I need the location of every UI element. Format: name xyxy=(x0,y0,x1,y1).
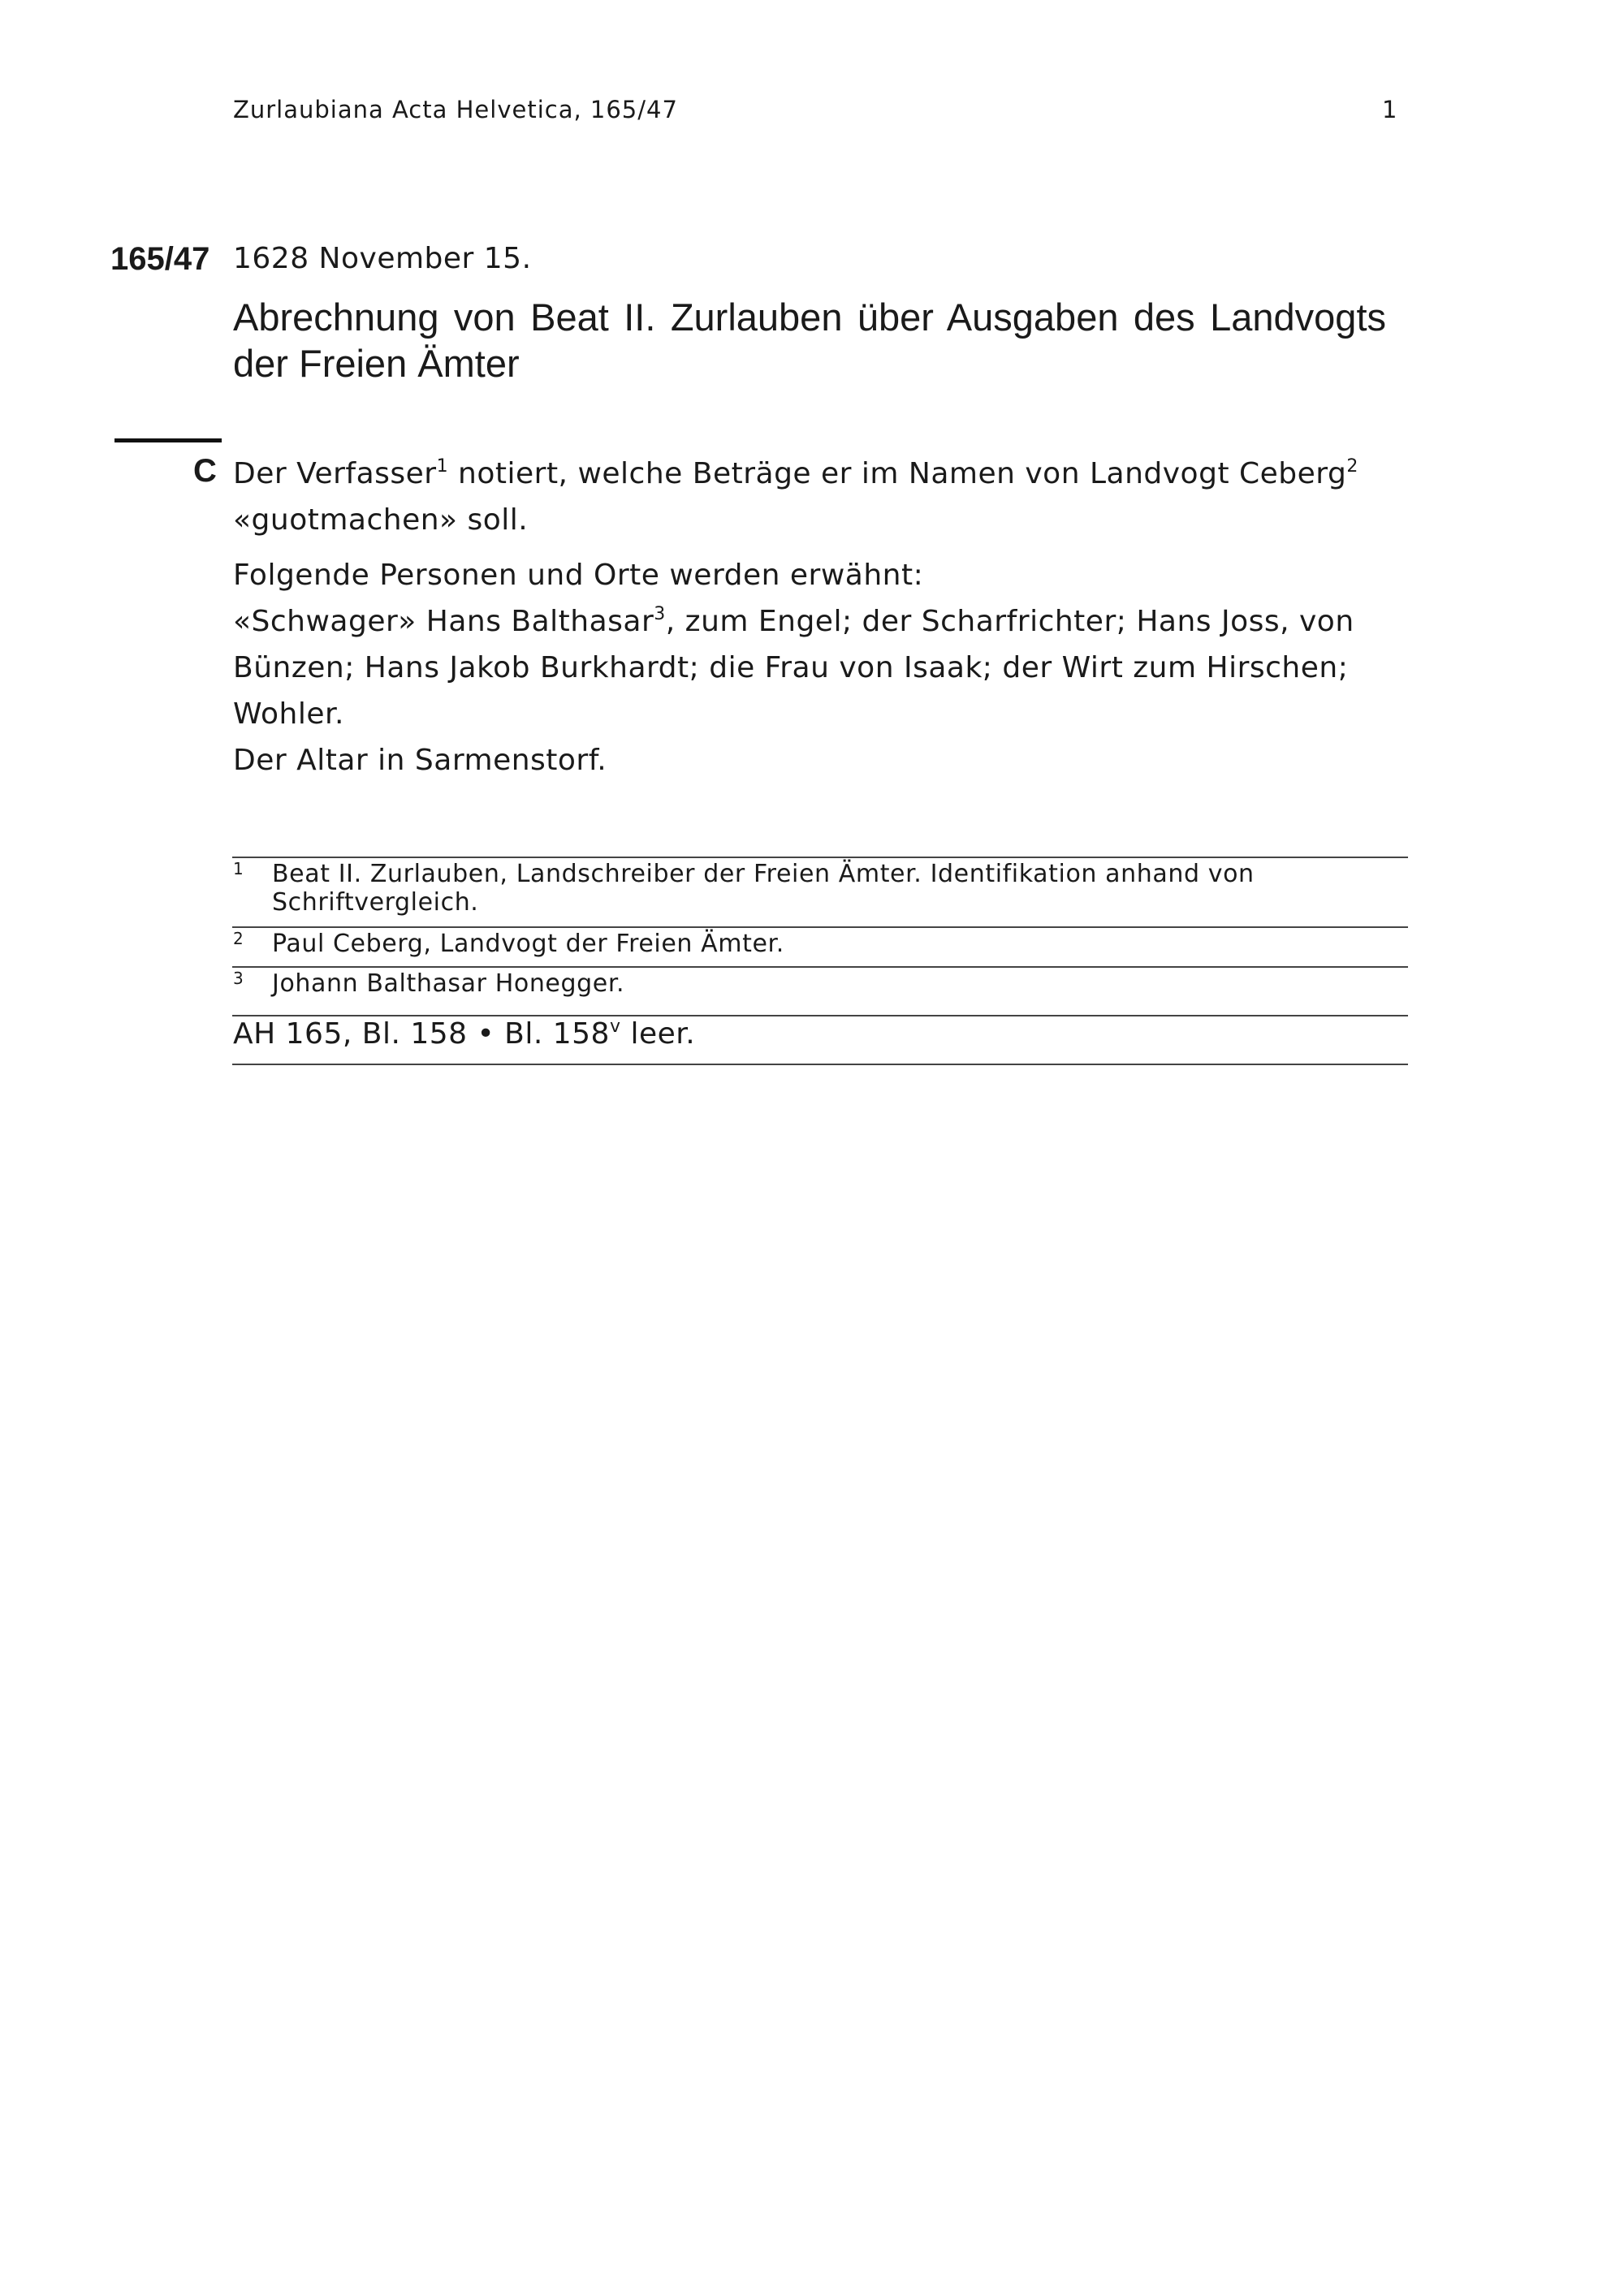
source-rule-bottom xyxy=(232,1064,1408,1065)
verso-marker: v xyxy=(609,1016,621,1037)
regest-text: «Schwager» Hans Balthasar xyxy=(233,605,654,638)
regest-paragraph-2 xyxy=(233,552,1402,783)
footnote-text: Beat II. Zurlauben, Landschreiber der Freien Ämter. Identifikation anhand von Schriftvergleich. xyxy=(272,860,1255,917)
regest-text: Der Verfasser xyxy=(233,457,437,490)
source-text: leer. xyxy=(620,1017,696,1051)
source-line xyxy=(233,1017,695,1051)
regest-text: Folgende Personen und Orte werden erwähnt: xyxy=(233,559,924,592)
copy-marker: C xyxy=(193,453,217,489)
document-title: Abrechnung von Beat II. Zurlauben über Ausgaben des Landvogts der Freien Ämter xyxy=(233,296,1386,385)
source-text: AH 165, Bl. 158 • Bl. 158 xyxy=(233,1017,610,1051)
margin-rule xyxy=(114,438,222,442)
page-number: 1 xyxy=(1382,96,1397,123)
footnote-rule xyxy=(232,926,1408,928)
footnote-text: Paul Ceberg, Landvogt der Freien Ämter. xyxy=(272,930,784,958)
regest-text: , zum Engel; der Scharfrichter; Hans Joss, von Bünzen; Hans Jakob Burkhardt; die Frau von Isaak; der Wirt zum Hirschen; Wohler. xyxy=(233,605,1354,731)
regest-paragraph-1 xyxy=(233,451,1402,543)
footnote-rule xyxy=(232,857,1408,858)
footnote-symbol: 1 xyxy=(233,859,244,878)
document-number-main: 165 xyxy=(110,241,165,277)
document-number-slash: / xyxy=(164,241,174,277)
document-number-sub: 47 xyxy=(173,241,210,277)
footnote-rule xyxy=(232,966,1408,968)
regest-text: «guotmachen» soll. xyxy=(233,503,529,537)
regest-text: notiert, welche Beträge er im Namen von Landvogt Ceberg xyxy=(448,457,1347,490)
footnote-symbol: 2 xyxy=(233,929,244,948)
document-date: 1628 November 15. xyxy=(233,242,532,275)
footnote-symbol: 3 xyxy=(233,969,244,988)
footnote-text: Johann Balthasar Honegger. xyxy=(272,969,625,998)
regest-text: Der Altar in Sarmenstorf. xyxy=(233,744,607,777)
running-header: Zurlaubiana Acta Helvetica, 165/47 xyxy=(233,96,678,123)
footnote-ref-3[interactable]: 3 xyxy=(654,604,666,624)
footnote-ref-1[interactable]: 1 xyxy=(436,456,449,477)
footnote-ref-2[interactable]: 2 xyxy=(1346,456,1358,477)
source-rule-top xyxy=(232,1015,1408,1016)
document-number xyxy=(110,241,209,278)
